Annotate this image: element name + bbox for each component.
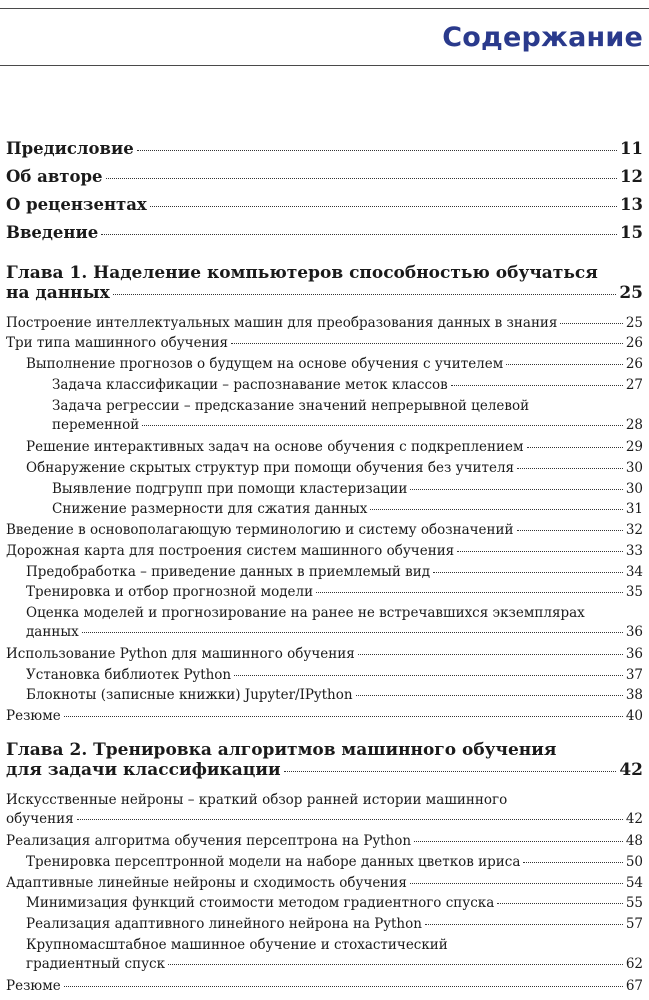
dot-leader bbox=[142, 425, 623, 426]
toc-entry[interactable] bbox=[6, 542, 643, 561]
toc-entry[interactable] bbox=[6, 894, 643, 913]
dot-leader bbox=[425, 924, 623, 925]
chapter-title-line1: Глава 2. Тренировка алгоритмов машинного обучения bbox=[6, 740, 557, 760]
toc-entry[interactable] bbox=[6, 397, 643, 435]
dot-leader bbox=[64, 986, 623, 987]
page-title: Содержание bbox=[442, 22, 643, 53]
toc-entry-page: 38 bbox=[625, 687, 643, 703]
toc-entry-title: Оценка моделей и прогнозирование на ранее не встречавшихся экземплярах bbox=[26, 605, 585, 621]
toc-entry[interactable] bbox=[6, 853, 643, 872]
toc-entry-page: 25 bbox=[619, 283, 643, 303]
dot-leader bbox=[113, 294, 617, 295]
toc-entry[interactable] bbox=[6, 376, 643, 395]
toc-entry-page: 27 bbox=[625, 377, 643, 393]
dot-leader bbox=[356, 695, 623, 696]
toc-entry-title: Блокноты (записные книжки) Jupyter/IPython bbox=[26, 687, 353, 703]
toc-entry-page: 40 bbox=[625, 708, 643, 724]
toc-entry-title: Введение bbox=[6, 223, 99, 242]
toc-entry-page: 13 bbox=[620, 195, 643, 214]
toc-entry-reviewers[interactable] bbox=[6, 195, 643, 214]
toc-entry-title: Резюме bbox=[6, 708, 61, 724]
toc-entry[interactable] bbox=[6, 645, 643, 664]
toc-entry-about-author[interactable] bbox=[6, 167, 643, 186]
dot-leader bbox=[410, 883, 623, 884]
toc-entry-title: Резюме bbox=[6, 978, 61, 994]
toc-entry-page: 25 bbox=[625, 315, 643, 331]
toc-entry-title: Обнаружение скрытых структур при помощи обучения без учителя bbox=[26, 460, 515, 476]
toc-entry-page: 15 bbox=[620, 223, 643, 242]
toc-entry-page: 30 bbox=[625, 460, 643, 476]
dot-leader bbox=[316, 592, 623, 593]
header-bottom-rule bbox=[0, 65, 649, 66]
dot-leader bbox=[137, 150, 617, 151]
toc-entry-title: Об авторе bbox=[6, 167, 103, 186]
toc-entry-title: Минимизация функций стоимости методом градиентного спуска bbox=[26, 895, 495, 911]
toc-entry-title: Снижение размерности для сжатия данных bbox=[52, 501, 368, 517]
chapter-title-line1: Глава 1. Наделение компьютеров способностью обучаться bbox=[6, 263, 598, 283]
toc-entry[interactable] bbox=[6, 686, 643, 705]
toc-entry-page: 57 bbox=[625, 916, 643, 932]
dot-leader bbox=[560, 323, 622, 324]
toc-entry-page: 29 bbox=[625, 439, 643, 455]
dot-leader bbox=[231, 343, 623, 344]
toc-entry-title: Предисловие bbox=[6, 139, 134, 158]
toc-chapter-1[interactable] bbox=[6, 263, 643, 303]
toc-entry-title: Тренировка и отбор прогнозной модели bbox=[26, 584, 314, 600]
toc-chapter-2[interactable] bbox=[6, 740, 643, 780]
toc-entry[interactable] bbox=[6, 874, 643, 893]
toc-entry-title: Предобработка – приведение данных в приемлемый вид bbox=[26, 564, 431, 580]
toc-entry[interactable] bbox=[6, 583, 643, 602]
dot-leader bbox=[527, 447, 623, 448]
toc-entry-title-cont: обучения bbox=[6, 811, 74, 827]
toc-entry-page: 28 bbox=[625, 417, 643, 433]
toc-entry-title: Крупномасштабное машинное обучение и стохастический bbox=[26, 937, 448, 953]
dot-leader bbox=[451, 385, 623, 386]
toc-entry-page: 67 bbox=[625, 978, 643, 994]
dot-leader bbox=[234, 675, 623, 676]
header-top-rule bbox=[0, 8, 649, 9]
dot-leader bbox=[82, 632, 623, 633]
toc-entry[interactable] bbox=[6, 314, 643, 333]
dot-leader bbox=[168, 964, 623, 965]
toc-entry[interactable] bbox=[6, 707, 643, 726]
toc-entry[interactable] bbox=[6, 666, 643, 685]
toc-entry-title: Выполнение прогнозов о будущем на основе обучения с учителем bbox=[26, 356, 504, 372]
toc-entry-page: 55 bbox=[625, 895, 643, 911]
dot-leader bbox=[433, 572, 623, 573]
toc-entry-title: Реализация алгоритма обучения персептрона на Python bbox=[6, 833, 412, 849]
toc-entry-title-cont: градиентный спуск bbox=[26, 956, 166, 972]
toc-entry-title-cont: переменной bbox=[52, 417, 140, 433]
toc-entry-title: Три типа машинного обучения bbox=[6, 335, 229, 351]
dot-leader bbox=[64, 716, 623, 717]
toc-entry-title: Задача классификации – распознавание меток классов bbox=[52, 377, 448, 393]
toc-entry-title: Выявление подгрупп при помощи кластеризации bbox=[52, 481, 408, 497]
toc-entry-page: 62 bbox=[625, 956, 643, 972]
toc-entry-page: 36 bbox=[625, 624, 643, 640]
toc-entry-title: Адаптивные линейные нейроны и сходимость обучения bbox=[6, 875, 407, 891]
toc-entry-page: 12 bbox=[620, 167, 643, 186]
toc-entry[interactable] bbox=[6, 604, 643, 642]
toc-entry-title: Тренировка персептронной модели на наборе данных цветков ириса bbox=[26, 854, 521, 870]
toc-entry[interactable] bbox=[6, 355, 643, 374]
toc-entry-page: 42 bbox=[625, 811, 643, 827]
toc-entry-page: 48 bbox=[625, 833, 643, 849]
toc-entry[interactable] bbox=[6, 334, 643, 353]
toc-entry-title: Решение интерактивных задач на основе обучения с подкреплением bbox=[26, 439, 524, 455]
dot-leader bbox=[358, 654, 623, 655]
toc-entry-preface[interactable] bbox=[6, 139, 643, 158]
toc-entry-page: 54 bbox=[625, 875, 643, 891]
dot-leader bbox=[517, 468, 623, 469]
toc-entry-title: О рецензентах bbox=[6, 195, 147, 214]
toc-entry[interactable] bbox=[6, 563, 643, 582]
toc-entry-title: Реализация адаптивного линейного нейрона на Python bbox=[26, 916, 422, 932]
toc-entry-page: 42 bbox=[619, 760, 643, 780]
dot-leader bbox=[523, 862, 622, 863]
toc-entry-page: 11 bbox=[620, 139, 643, 158]
toc-entry-title: Установка библиотек Python bbox=[26, 667, 232, 683]
dot-leader bbox=[457, 551, 623, 552]
toc-entry-title: Построение интеллектуальных машин для преобразования данных в знания bbox=[6, 315, 558, 331]
toc-entry-page: 33 bbox=[625, 543, 643, 559]
toc-entry[interactable] bbox=[6, 521, 643, 540]
dot-leader bbox=[414, 841, 623, 842]
toc-entry[interactable] bbox=[6, 977, 643, 996]
toc-entry-title: Дорожная карта для построения систем машинного обучения bbox=[6, 543, 455, 559]
toc-entry-title: Искусственные нейроны – краткий обзор ранней истории машинного bbox=[6, 792, 508, 808]
dot-leader bbox=[517, 530, 623, 531]
toc-entry[interactable] bbox=[6, 438, 643, 457]
chapter-title-line2: на данных bbox=[6, 283, 110, 303]
toc-entry-title: Задача регрессии – предсказание значений непрерывной целевой bbox=[52, 398, 530, 414]
toc-entry[interactable] bbox=[6, 480, 643, 499]
toc-entry-page: 30 bbox=[625, 481, 643, 497]
toc-entry-page: 36 bbox=[625, 646, 643, 662]
dot-leader bbox=[506, 364, 623, 365]
dot-leader bbox=[497, 903, 623, 904]
toc-entry-page: 34 bbox=[625, 564, 643, 580]
dot-leader bbox=[284, 771, 617, 772]
toc-entry-title: Использование Python для машинного обучения bbox=[6, 646, 355, 662]
toc-entry-introduction[interactable] bbox=[6, 223, 643, 242]
dot-leader bbox=[77, 819, 623, 820]
dot-leader bbox=[410, 489, 622, 490]
toc-entry-page: 32 bbox=[625, 522, 643, 538]
toc-entry-page: 50 bbox=[625, 854, 643, 870]
chapter-title-line2: для задачи классификации bbox=[6, 760, 281, 780]
toc-entry[interactable] bbox=[6, 500, 643, 519]
toc-entry[interactable] bbox=[6, 791, 643, 829]
toc-entry-title-cont: данных bbox=[26, 624, 79, 640]
dot-leader bbox=[370, 509, 622, 510]
toc-entry[interactable] bbox=[6, 832, 643, 851]
dot-leader bbox=[150, 206, 617, 207]
toc-entry[interactable] bbox=[6, 915, 643, 934]
toc-entry-page: 31 bbox=[625, 501, 643, 517]
toc-entry-page: 26 bbox=[625, 356, 643, 372]
toc-entry-page: 26 bbox=[625, 335, 643, 351]
toc-entry[interactable] bbox=[6, 936, 643, 974]
toc-entry[interactable] bbox=[6, 459, 643, 478]
toc-entry-title: Введение в основополагающую терминологию и систему обозначений bbox=[6, 522, 514, 538]
toc-entry-page: 35 bbox=[625, 584, 643, 600]
toc-entry-page: 37 bbox=[625, 667, 643, 683]
dot-leader bbox=[106, 178, 617, 179]
dot-leader bbox=[101, 234, 617, 235]
